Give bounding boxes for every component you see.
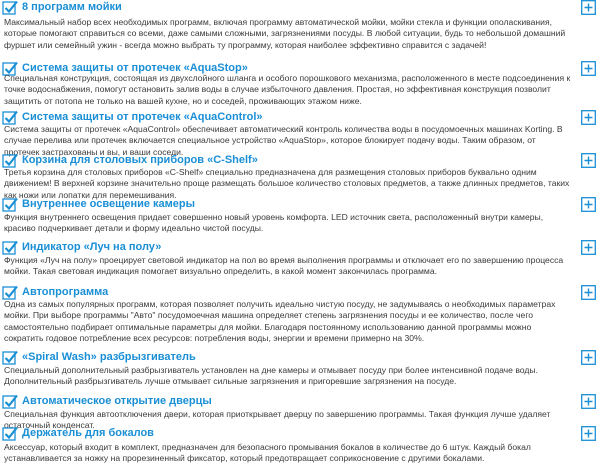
plus-icon[interactable]: [581, 240, 596, 255]
plus-icon[interactable]: [581, 153, 596, 168]
plus-icon[interactable]: [581, 0, 596, 15]
feature-description: Система защиты от протечек «AquaControl» обеспечивает автоматический контроль количества воды в посудомоечных машинах Korting. В случае перелива или протечек включается специальное устройство «AquaStop», которое блокирует подачу воды. Таким образом, от протечек застрахованы и вы, и ваши соседи.: [4, 124, 563, 157]
feature-description: Максимальный набор всех необходимых программ, включая программу автоматической мойки, мойки стекла и функции ополаскивания, которые помогают справиться со всеми, даже самыми сложными, загрязнениями посуды. В любой ситуации, будь то небольшой домашний фуршет или семейный ужин - всегда можно выбрать ту программу, которая наиболее эффективно справится с задачей!: [4, 17, 566, 50]
feature-item-lighting[interactable]: [0, 197, 600, 234]
feature-description: Специальная конструкция, состоящая из двухслойного шланга и особого порошкового механизма, расположенного в месте подсоединения к точке водоснабжения, помогут остановить залив воды в случае избыточного давления. Простая, но эффективная конструкция позволит защитить от потопа не только на вашей кухне, но и соседей, проживающих этажом ниже.: [4, 73, 571, 106]
plus-icon[interactable]: [581, 61, 596, 76]
feature-title[interactable]: Автоматическое открытие дверцы: [22, 395, 212, 407]
check-icon: [2, 0, 18, 16]
feature-item-floor-beam[interactable]: [0, 240, 600, 277]
feature-item-aquastop[interactable]: [0, 61, 600, 106]
check-icon: [2, 240, 18, 256]
plus-icon[interactable]: [581, 394, 596, 409]
plus-icon[interactable]: [581, 350, 596, 365]
feature-description: Специальная функция автоотключения двери, которая приоткрывает дверцу по завершению программы. Такая функция лучше удаляет остаточный конденсат.: [4, 409, 551, 431]
feature-description: Функция «Луч на полу» проецирует световой индикатор на пол во время выполнения программы и отключает его по завершению процесса мойки. Такая световая индикация помогает визуально определить, в какой момент закончилась программа.: [4, 255, 564, 277]
feature-item-programs[interactable]: [0, 0, 600, 50]
feature-title[interactable]: Индикатор «Луч на полу»: [22, 241, 162, 253]
feature-description: Специальный дополнительный разбрызгиватель установлен на дне камеры и отмывает посуду при более интенсивной подаче воды. Дополнительный разбрызгиватель лучше отмывает сильные загрязнения и пригоревшие загрязнения на посуде.: [4, 365, 538, 387]
feature-title[interactable]: Держатель для бокалов: [22, 427, 154, 439]
feature-item-autoprogram[interactable]: [0, 285, 600, 343]
feature-description: Функция внутреннего освещения придает совершенно новый уровень комфорта. LED источник света, расположенный внутри камеры, красиво подчеркивает детали и форму идеально чистой посуды.: [4, 212, 544, 234]
plus-icon[interactable]: [581, 285, 596, 300]
check-icon: [2, 426, 18, 442]
plus-icon[interactable]: [581, 110, 596, 125]
feature-item-auto-door[interactable]: [0, 394, 600, 431]
plus-icon[interactable]: [581, 197, 596, 212]
feature-item-glass-holder[interactable]: [0, 426, 600, 464]
feature-item-cshelf[interactable]: [0, 153, 600, 200]
check-icon: [2, 394, 18, 410]
feature-title[interactable]: «Spiral Wash» разбрызгиватель: [22, 351, 196, 363]
feature-title[interactable]: Система защиты от протечек «AquaStop»: [22, 62, 248, 74]
feature-description: Аксессуар, который входит в комплект, предназначен для безопасного промывания бокалов в количестве до 6 штук. Каждый бокал устанавливается за ножку на прорезиненный фиксатор, который предотвращает соприкосновение с другими бокалами.: [4, 442, 531, 464]
plus-icon[interactable]: [581, 426, 596, 441]
feature-title[interactable]: Корзина для столовых приборов «C-Shelf»: [22, 154, 258, 166]
feature-title[interactable]: Автопрограмма: [22, 286, 109, 298]
feature-title[interactable]: Внутреннее освещение камеры: [22, 198, 196, 210]
check-icon: [2, 197, 18, 213]
feature-item-aquacontrol[interactable]: [0, 110, 600, 157]
feature-item-spiral-wash[interactable]: [0, 350, 600, 387]
feature-description: Одна из самых популярных программ, которая позволяет получить идеально чистую посуду, не задумываясь о необходимых параметрах мойки. При выборе программы "Авто" посудомоечная машина определяет степень загрязнения посуды и ее количество, после чего самостоятельно подбирает оптимальные параметры для мойки. Благодаря постоянному использованию данной программы можно сократить годовое потребление всех ресурсов: потребления воды, энергии и времени примерно на 30%.: [4, 299, 556, 343]
feature-description: Третья корзина для столовых приборов «C-Shelf» специально предназначена для размещения столовых приборов буквально одним движением! В верхней корзине значительно проще размещать большое количество столовых предметов, а также длинных предметов, таких как ножи или лопатки для перемешивания.: [4, 167, 570, 200]
feature-title[interactable]: 8 программ мойки: [22, 1, 122, 13]
feature-title[interactable]: Система защиты от протечек «AquaControl»: [22, 111, 263, 123]
check-icon: [2, 350, 18, 366]
